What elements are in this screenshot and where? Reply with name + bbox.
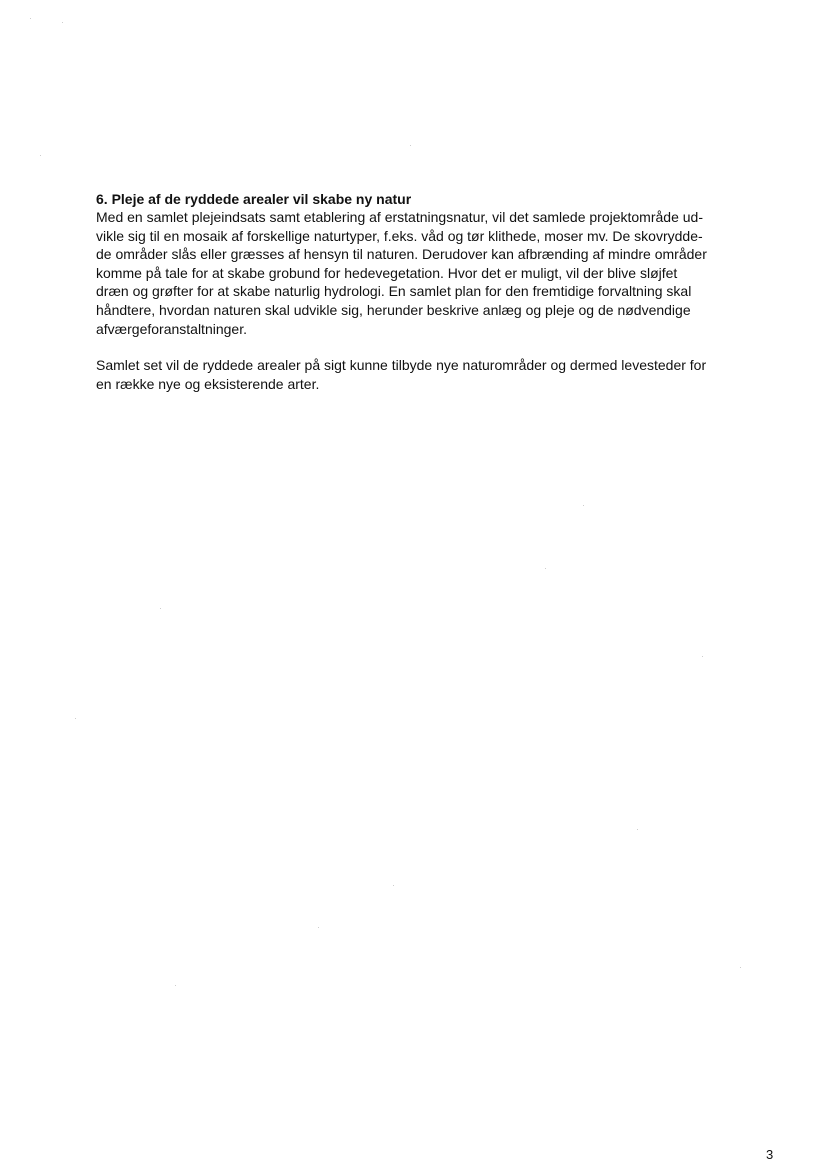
scan-speck bbox=[702, 656, 703, 657]
paragraph-line: komme på tale for at skabe grobund for hedevegetation. Hvor det er muligt, vil der blive sløjfet bbox=[96, 264, 678, 281]
scan-speck bbox=[318, 927, 319, 928]
paragraph-line: dræn og grøfter for at skabe naturlig hydrologi. En samlet plan for den fremtidige forvaltning skal bbox=[96, 283, 692, 300]
scan-speck bbox=[160, 608, 161, 609]
page-number: 3 bbox=[766, 1147, 774, 1162]
scan-speck bbox=[393, 885, 394, 886]
paragraph-line: Med en samlet plejeindsats samt etablering af erstatningsnatur, vil det samlede projektområde ud- bbox=[96, 209, 703, 225]
scan-speck bbox=[740, 967, 741, 968]
scan-speck bbox=[637, 829, 638, 830]
scan-speck bbox=[62, 22, 63, 23]
paragraph-line: Samlet set vil de ryddede arealer på sigt kunne tilbyde nye naturområder og dermed levesteder for bbox=[96, 357, 707, 374]
scan-speck bbox=[545, 568, 546, 569]
scan-speck bbox=[583, 505, 584, 506]
scan-speck bbox=[410, 145, 411, 146]
paragraph-2 bbox=[96, 356, 776, 393]
paragraph-line: vikle sig til en mosaik af forskellige naturtyper, f.eks. våd og tør klithede, moser mv. De skovrydde- bbox=[96, 227, 703, 244]
paragraph-line: en række nye og eksisterende arter. bbox=[96, 375, 320, 392]
section-heading: 6. Pleje af de ryddede arealer vil skabe ny natur bbox=[96, 191, 412, 207]
scan-speck bbox=[175, 985, 176, 986]
paragraph-1 bbox=[96, 208, 776, 338]
document-body bbox=[96, 190, 776, 393]
paragraph-spacer bbox=[96, 338, 776, 356]
scan-speck bbox=[75, 718, 76, 719]
scan-speck bbox=[40, 155, 41, 156]
paragraph-line: de områder slås eller græsses af hensyn til naturen. Derudover kan afbrænding af mindre områder bbox=[96, 246, 707, 263]
paragraph-line: afværgeforanstaltninger. bbox=[96, 320, 247, 337]
scan-speck bbox=[30, 18, 31, 19]
paragraph-line: håndtere, hvordan naturen skal udvikle sig, herunder beskrive anlæg og pleje og de nødvendige bbox=[96, 301, 691, 318]
